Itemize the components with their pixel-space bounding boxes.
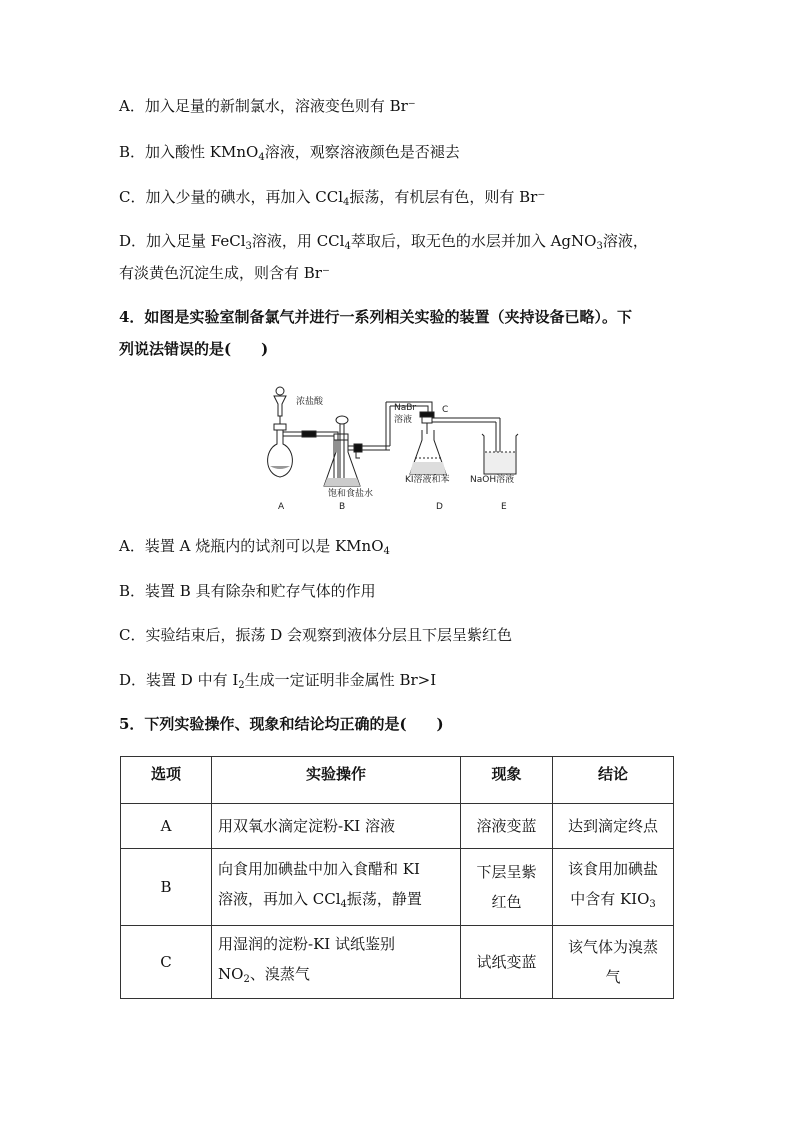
apparatus-diagram xyxy=(260,382,550,514)
q4-option-d-text-1: D．装置 D 中有 I xyxy=(119,671,239,689)
cell-text: 红色 xyxy=(491,893,522,911)
label-d: D xyxy=(436,502,443,512)
cell-text: 该食用加碘盐 xyxy=(567,860,658,878)
q4-stem-text-1: 4．如图是实验室制备氯气并进行一系列相关实验的装置（夹持设备已略）。下 xyxy=(119,308,632,326)
label-e: E xyxy=(501,502,507,512)
q3-option-a-text: A．加入足量的新制氯水，溶液变色则有 Br⁻ xyxy=(119,97,416,115)
q3-option-c xyxy=(119,187,545,213)
subscript: 2 xyxy=(243,974,250,985)
table-row xyxy=(121,926,674,999)
cell-phenomenon xyxy=(461,849,553,926)
cell-phenomenon: 试纸变蓝 xyxy=(461,926,553,999)
cell-phenomenon: 溶液变蓝 xyxy=(461,804,553,849)
cell-text-part: 溶液，再加入 CCl xyxy=(218,890,341,908)
q3-option-a xyxy=(119,96,416,116)
subscript: 4 xyxy=(344,241,351,252)
q4-stem-text-2: 列说法错误的是( ) xyxy=(119,340,269,358)
cell-text-part: 、溴蒸气 xyxy=(249,965,310,983)
label-nabr-solution: 溶液 xyxy=(394,415,413,425)
q3-option-d-text-5: 有淡黄色沉淀生成，则含有 Br⁻ xyxy=(119,264,330,282)
q3-option-d-text-4: 溶液， xyxy=(602,232,648,250)
q4-option-c-text: C．实验结束后，振荡 D 会观察到液体分层且下层呈紫红色 xyxy=(119,626,513,644)
cell-text: 向食用加碘盐中加入食醋和 KI xyxy=(218,860,420,878)
q5-table xyxy=(120,756,674,999)
subscript: 4 xyxy=(343,197,350,208)
cell-text xyxy=(218,959,454,995)
cell-text: 用双氧水滴定淀粉-KI 溶液 xyxy=(218,817,395,835)
cell-option: A xyxy=(121,804,212,849)
q3-option-d-line1 xyxy=(119,231,648,257)
q5-stem xyxy=(119,714,444,734)
cell-text-part: 振荡，静置 xyxy=(346,890,422,908)
q4-option-a-text: A．装置 A 烧瓶内的试剂可以是 KMnO xyxy=(119,537,384,555)
label-saline: 饱和食盐水 xyxy=(328,489,374,499)
q4-option-b xyxy=(119,581,376,601)
q3-option-c-text-2: 振荡，有机层有色，则有 Br⁻ xyxy=(349,188,546,206)
label-a: A xyxy=(278,502,285,512)
label-hcl: 浓盐酸 xyxy=(296,397,324,407)
subscript: 3 xyxy=(649,899,656,910)
label-ki-benzene: KI溶液和苯 xyxy=(405,475,450,485)
q4-stem-line2 xyxy=(119,339,268,359)
q4-option-d xyxy=(119,670,436,696)
q3-option-c-text-1: C．加入少量的碘水，再加入 CCl xyxy=(119,188,343,206)
cell-text xyxy=(218,884,454,920)
cell-option: B xyxy=(121,849,212,926)
q4-option-c xyxy=(119,625,512,645)
subscript: 2 xyxy=(238,680,245,691)
subscript: 3 xyxy=(245,241,252,252)
cell-text: 用湿润的淀粉-KI 试纸鉴别 xyxy=(218,935,395,953)
cell-text xyxy=(559,884,667,920)
q4-option-a xyxy=(119,536,390,562)
label-b: B xyxy=(339,502,346,512)
header-option: 选项 xyxy=(121,757,212,804)
subscript: 3 xyxy=(596,241,603,252)
cell-conclusion: 达到滴定终点 xyxy=(553,804,674,849)
label-naoh: NaOH溶液 xyxy=(470,475,515,485)
q3-option-b-text-1: B．加入酸性 KMnO xyxy=(119,143,259,161)
cell-conclusion xyxy=(553,926,674,999)
cell-operation xyxy=(212,849,461,926)
header-operation: 实验操作 xyxy=(212,757,461,804)
q5-stem-text: 5．下列实验操作、现象和结论均正确的是( ) xyxy=(119,715,444,733)
apparatus-e xyxy=(482,418,518,474)
cell-text: 该气体为溴蒸 xyxy=(567,938,658,956)
table-header-row xyxy=(121,757,674,804)
header-conclusion: 结论 xyxy=(553,757,674,804)
subscript: 4 xyxy=(340,899,347,910)
subscript: 4 xyxy=(258,152,265,163)
cell-text-part: NO xyxy=(218,965,244,983)
q3-option-d-text-3: 萃取后，取无色的水层并加入 AgNO xyxy=(350,232,597,250)
q4-stem-line1 xyxy=(119,307,632,327)
cell-operation xyxy=(212,804,461,849)
cell-text-part: 中含有 KIO xyxy=(570,890,650,908)
q4-option-d-text-2: 生成一定证明非金属性 Br>I xyxy=(244,671,437,689)
subscript: 4 xyxy=(383,546,390,557)
q3-option-b xyxy=(119,142,460,168)
cell-text: 下层呈紫 xyxy=(476,863,537,881)
table-row xyxy=(121,804,674,849)
table-row xyxy=(121,849,674,926)
label-nabr: NaBr xyxy=(394,403,417,413)
cell-conclusion xyxy=(553,849,674,926)
cell-operation xyxy=(212,926,461,999)
q3-option-d-line2 xyxy=(119,263,330,283)
cell-option: C xyxy=(121,926,212,999)
q3-option-d-text-2: 溶液，用 CCl xyxy=(251,232,345,250)
q3-option-d-text-1: D．加入足量 FeCl xyxy=(119,232,246,250)
cell-text: 气 xyxy=(605,968,621,986)
label-c: C xyxy=(442,405,449,415)
q4-option-b-text: B．装置 B 具有除杂和贮存气体的作用 xyxy=(119,582,376,600)
apparatus-b xyxy=(324,402,390,486)
header-phenomenon: 现象 xyxy=(461,757,553,804)
q3-option-b-text-2: 溶液，观察溶液颜色是否褪去 xyxy=(264,143,460,161)
